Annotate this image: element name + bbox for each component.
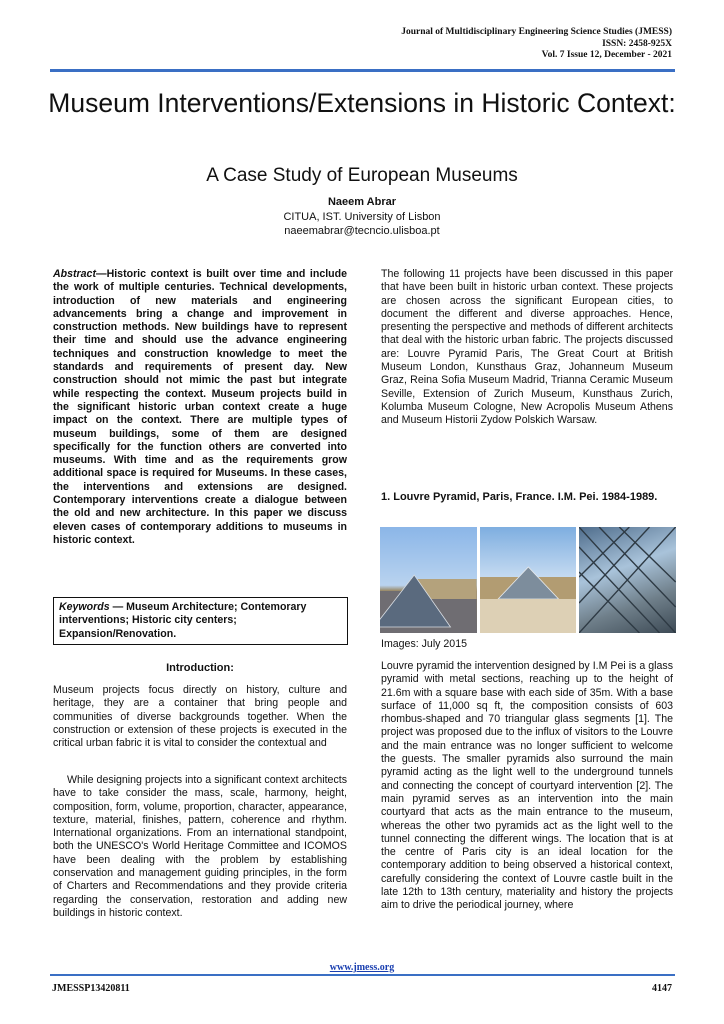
footer-rule — [50, 974, 675, 976]
footer-website-link[interactable]: www.jmess.org — [329, 962, 395, 973]
author-email: naeemabrar@tecncio.ulisboa.pt — [284, 225, 440, 237]
louvre-photo-2 — [480, 527, 577, 633]
louvre-paragraph: Louvre pyramid the intervention designed by I.M Pei is a glass pyramid with metal sections, reaching up to the height of 21.6m with a square base with each side of 35m. With a base surface of 11,000 sq ft, the composition consists of 603 rhombus-shaped and 70 triangular glass segments [1]. The project was proposed due to the influx of visitors to the Louvre and the main entrance was no longer sufficient to welcome the guests. The smaller pyramids also surround the main pyramid acting as the light well to the underground tunnels and connecting the concept of courtyard intervention [2]. The main pyramid serves as an intervention into the main courtyard that acts as the main entrance to the museum, whereas the other two pyramids act as the light well to the tunnel connecting the different wings. The location that is at the centre of Paris city is an ideal location for the contemporary addition to being observed a historical context, carefully considering the context of Louvre castle built in the late 12th to 13th century, materiality and history the projects aim to drive the periodical journey, where — [381, 660, 673, 912]
journal-issn: ISSN: 2458-925X — [602, 38, 672, 49]
author-affiliation: CITUA, IST. University of Lisbon — [283, 210, 441, 223]
louvre-photo-1 — [380, 527, 477, 633]
journal-name: Journal of Multidisciplinary Engineering Science Studies (JMESS) — [401, 27, 672, 37]
louvre-photo-strip — [380, 527, 676, 633]
keywords-box — [53, 597, 348, 645]
author-name: Naeem Abrar — [327, 196, 397, 208]
paper-subtitle: A Case Study of European Museums — [206, 165, 518, 186]
paper-title: Museum Interventions/Extensions in Historic Context: — [48, 88, 676, 118]
introduction-heading: Introduction: — [166, 662, 234, 674]
footer-page-number: 4147 — [652, 983, 672, 994]
header-rule — [50, 69, 675, 72]
abstract-label: Abstract — [53, 268, 96, 280]
abstract — [53, 268, 347, 547]
author-block — [40, 195, 684, 239]
louvre-photo-3 — [579, 527, 676, 633]
journal-header — [401, 27, 672, 62]
footer-paper-id: JMESSP13420811 — [52, 983, 130, 994]
keywords-label: Keywords — [59, 601, 110, 613]
introduction-paragraph-2: While designing projects into a significant context architects have to take consider the mass, scale, harmony, height, composition, form, volume, proportion, character, appearance, texture, material, finishes, pattern, coherence and rhythm. International organizations. From an international standpoint, both the UNESCO's World Heritage Committee and ICOMOS have been dealing with the problem by establishing conservation and management guiding principles, in the form of Charters and Recommendations and they provide criteria regarding the conservation, restoration and adding new buildings in historic context. — [53, 774, 347, 919]
journal-volume: Vol. 7 Issue 12, December - 2021 — [541, 50, 672, 60]
abstract-text: —Historic context is built over time and include the work of multiple centuries. Technical developments, introduction of new materials and engineering advancements bring a change and improvement in construction methods. New buildings have to represent their time and should use the advance engineering techniques and construction knowledge to meet the standards and requirements of present day. New construction should not mimic the past but integrate while respecting the context. Museum projects build in the significant historic urban context create a huge impact on the context. There are multiple types of museum buildings, some of them are designed specifically for the function others are converted into museums. With time and as the requirements grow additional space is required for Museums. In these cases, the interventions and extensions are designed. Contemporary interventions create a dialogue between the old and new architecture. In this paper we discuss eleven cases of contemporary additions to museums in historic context. — [53, 268, 347, 546]
keywords-text: — Museum Architecture; Contemorary interventions; Historic city centers; Expansion/Renovation. — [59, 601, 307, 640]
introduction-paragraph-1: Museum projects focus directly on history, culture and heritage, they are a container that bring people and communities of diverse backgrounds together. When the construction or extension of these projects is executed in the critical urban fabric it is vital to consider the contextual and — [53, 684, 347, 750]
image-caption: Images: July 2015 — [381, 638, 467, 650]
section-heading-louvre: 1. Louvre Pyramid, Paris, France. I.M. Pei. 1984-1989. — [381, 491, 658, 503]
projects-paragraph: The following 11 projects have been discussed in this paper that have been built in historic urban context. These projects are chosen across the significant European cities, to document the different and diverse approaches. Hence, presenting the perspective and methods of different architects that deal with the historic urban fabric. The projects discussed are: Louvre Pyramid Paris, The Great Court at British Museum London, Kunsthaus Graz, Johanneum Museum Graz, Reina Sofia Museum Madrid, Trianna Ceramic Museum Seville, Extension of Zurich Museum, Kunsthaus Zurich, Kolumba Museum Cologne, New Acropolis Museum Athens and Museum Historii Zydow Polskich Warsaw. — [381, 268, 673, 427]
